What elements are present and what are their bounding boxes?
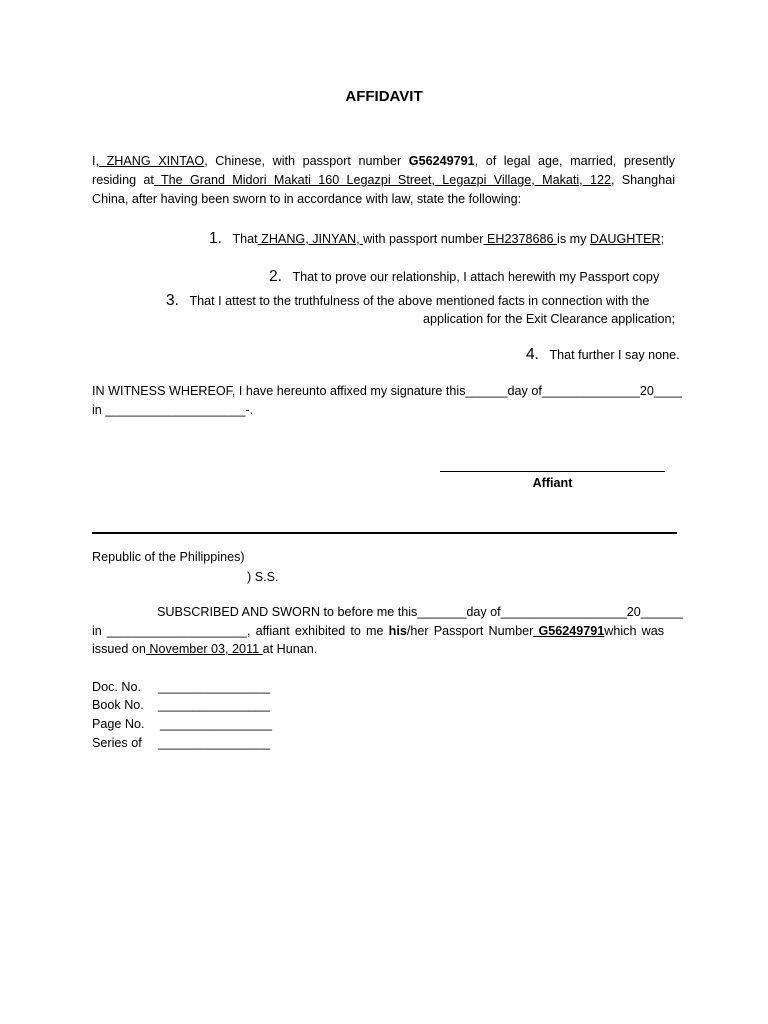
jurat-line-1: SUBSCRIBED AND SWORN to before me this_______day of__________________20______: [157, 605, 683, 619]
section-separator: [92, 532, 677, 534]
venue-line-1: Republic of the Philippines): [92, 550, 245, 564]
intro-text: , Shanghai: [610, 173, 675, 187]
item-1: [209, 230, 664, 248]
intro-text: , Chinese, with passport number: [204, 154, 409, 168]
page-no-label: Page No.: [92, 717, 145, 731]
doc-no-label: Doc. No.: [92, 680, 141, 694]
item-4: [526, 346, 680, 364]
item-text: That further I say none.: [549, 348, 680, 362]
affiant-name: ZHANG XINTAO: [99, 154, 205, 168]
item-text: That I attest to the truthfulness of the above mentioned facts in connection with the: [189, 294, 650, 308]
item-number: 4.: [526, 346, 539, 363]
item-text: with passport number: [363, 232, 484, 246]
venue-line-2: ) S.S.: [247, 570, 279, 584]
item-3: [166, 292, 649, 310]
doc-no-blank: ________________: [158, 680, 271, 694]
item-3-continuation: application for the Exit Clearance application;: [422, 312, 675, 326]
doc-no-row: [92, 678, 270, 696]
page-no-blank: ________________: [160, 717, 273, 731]
item-number: 3.: [166, 292, 179, 309]
jurat-text: issued on: [92, 642, 146, 656]
jurat-line-2: [92, 622, 664, 640]
item-number: 2.: [269, 268, 282, 285]
jurat-text: at Hunan.: [262, 642, 318, 656]
affiant-passport-number: G56249791: [408, 154, 475, 168]
intro-line-1: [92, 152, 675, 170]
series-label: Series of: [92, 736, 142, 750]
jurat-passport-number: G56249791: [533, 624, 605, 638]
relationship: DAUGHTER: [589, 232, 661, 246]
item-text: is my: [557, 232, 590, 246]
jurat-line-3: [92, 640, 317, 658]
jurat-text: which was: [604, 624, 665, 638]
item-text: ;: [660, 232, 665, 246]
book-no-blank: ________________: [158, 698, 271, 712]
book-no-label: Book No.: [92, 698, 144, 712]
item-2: [269, 268, 659, 286]
series-row: [92, 734, 270, 752]
child-name: ZHANG, JINYAN,: [257, 232, 364, 246]
jurat-his: his: [388, 624, 407, 638]
book-no-row: [92, 696, 270, 714]
child-passport-number: EH2378686: [483, 232, 558, 246]
passport-issue-date: November 03, 2011: [145, 642, 263, 656]
intro-text: I,: [92, 154, 99, 168]
witness-line-2: in ____________________-.: [92, 403, 254, 417]
intro-line-2: [92, 171, 675, 189]
item-text: That to prove our relationship, I attach herewith my Passport copy: [292, 270, 660, 284]
jurat-text: /her Passport Number: [406, 624, 534, 638]
intro-line-3: China, after having been sworn to in accordance with law, state the following:: [92, 192, 522, 206]
document-title: AFFIDAVIT: [345, 88, 423, 105]
affiant-label: Affiant: [532, 476, 573, 490]
page-no-row: [92, 715, 272, 733]
intro-text: residing at: [92, 173, 154, 187]
witness-line-1: IN WITNESS WHEREOF, I have hereunto affixed my signature this______day of______________20____: [92, 384, 682, 398]
affiant-address: The Grand Midori Makati 160 Legazpi Street, Legazpi Village, Makati, 122: [153, 173, 611, 187]
affiant-signature-line: [440, 471, 665, 472]
series-blank: ________________: [158, 736, 271, 750]
intro-text: , of legal age, married, presently: [474, 154, 675, 168]
jurat-text: in ____________________, affiant exhibited to me: [92, 624, 389, 638]
item-text: That: [232, 232, 258, 246]
item-number: 1.: [209, 230, 222, 247]
